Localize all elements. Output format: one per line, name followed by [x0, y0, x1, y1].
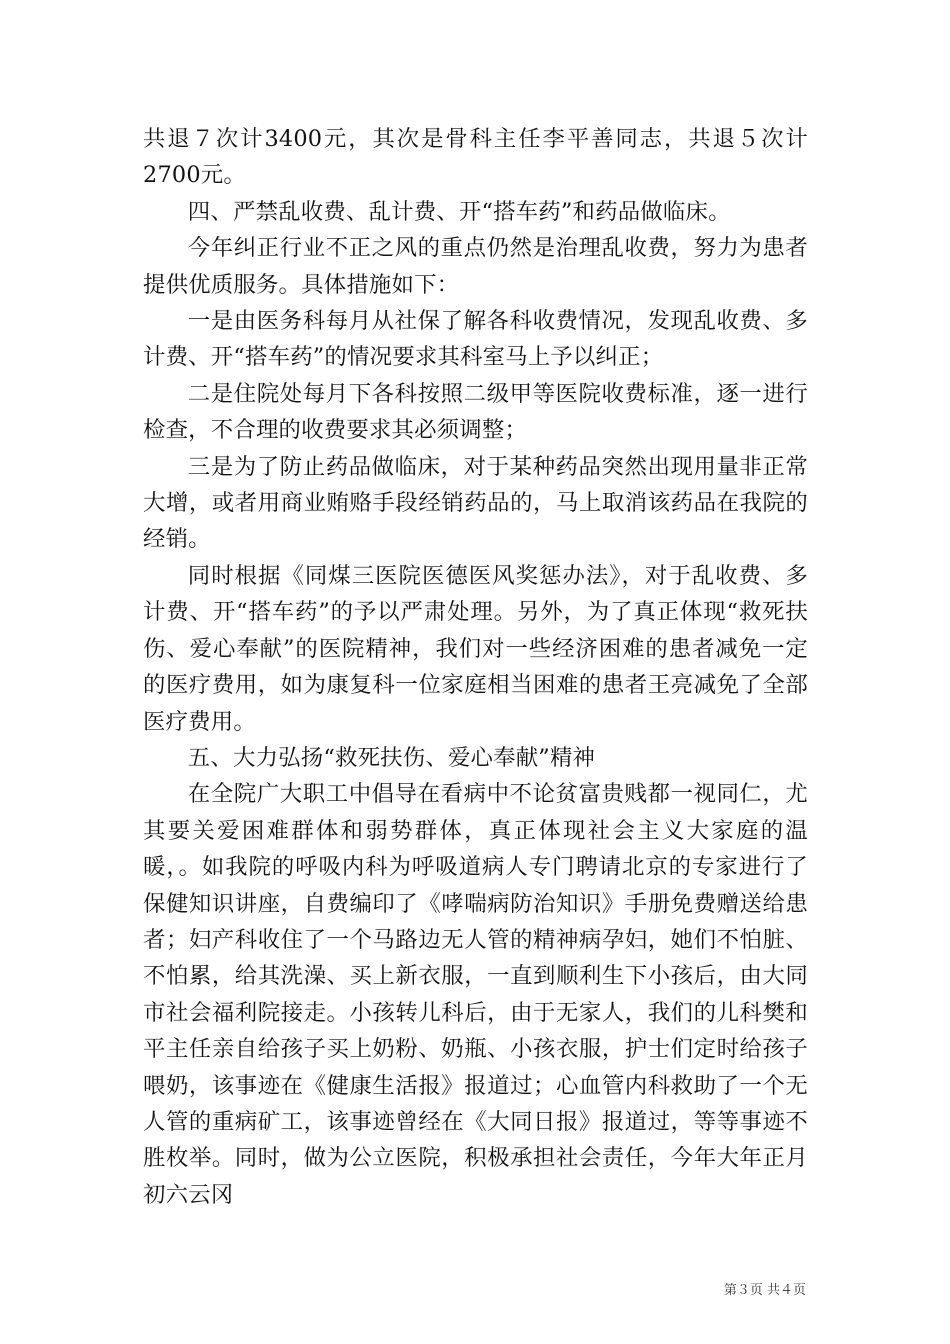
paragraph-9: 在全院广大职工中倡导在看病中不论贫富贵贱都一视同仁，尤其要关爱困难群体和弱势群体，真正体现社会主义大家庭的温暖，。如我院的呼吸内科为呼吸道病人专门聘请北京的专家进行了保健知识讲座，自费编印了《哮喘病防治知识》手册免费赠送给患者；妇产科收住了一个马路边无人管的精神病孕妇，她们不怕脏、不怕累，给其洗澡、买上新衣服，一直到顺利生下小孩后，由大同市社会福利院接走。小孩转儿科后，由于无家人，我们的儿科樊和平主任亲自给孩子买上奶粉、奶瓶、小孩衣服，护士们定时给孩子喂奶，该事迹在《健康生活报》报道过；心血管内科救助了一个无人管的重病矿工，该事迹曾经在《大同日报》报道过，等等事迹不胜枚举。同时，做为公立医院，积极承担社会责任，今年大年正月初六云冈	[143, 781, 808, 1208]
paragraph-4: 一是由医务科每月从社保了解各科收费情况，发现乱收费、多计费、开“搭车药”的情况要求其科室马上予以纠正；	[143, 308, 808, 371]
section-heading-5: 五、大力弘扬“救死扶伤、爱心奉献”精神	[187, 744, 596, 771]
paragraph-6: 三是为了防止药品做临床，对于某种药品突然出现用量非正常大增，或者用商业贿赂手段经销药品的，马上取消该药品在我院的经销。	[143, 453, 808, 553]
page-number: 第３页 共４页	[723, 1283, 806, 1298]
paragraph-3: 今年纠正行业不正之风的重点仍然是治理乱收费，努力为患者提供优质服务。具体措施如下：	[143, 235, 808, 298]
paragraph-5: 二是住院处每月下各科按照二级甲等医院收费标准，逐一进行检查，不合理的收费要求其必须调整；	[143, 380, 808, 444]
document-body	[143, 121, 808, 1213]
section-heading-4: 四、严禁乱收费、乱计费、开“搭车药”和药品做临床。	[187, 198, 731, 225]
paragraph-7: 同时根据《同煤三医院医德医风奖惩办法》，对于乱收费、多计费、开“搭车药”的予以严肃处理。另外，为了真正体现“救死扶伤、爱心奉献”的医院精神，我们对一些经济困难的患者减免一定的医疗费用，如为康复科一位家庭相当困难的患者王亮减免了全部医疗费用。	[143, 562, 808, 735]
paragraph-1: 共退７次计3400元，其次是骨科主任李平善同志，共退５次计2700元。	[143, 126, 808, 189]
